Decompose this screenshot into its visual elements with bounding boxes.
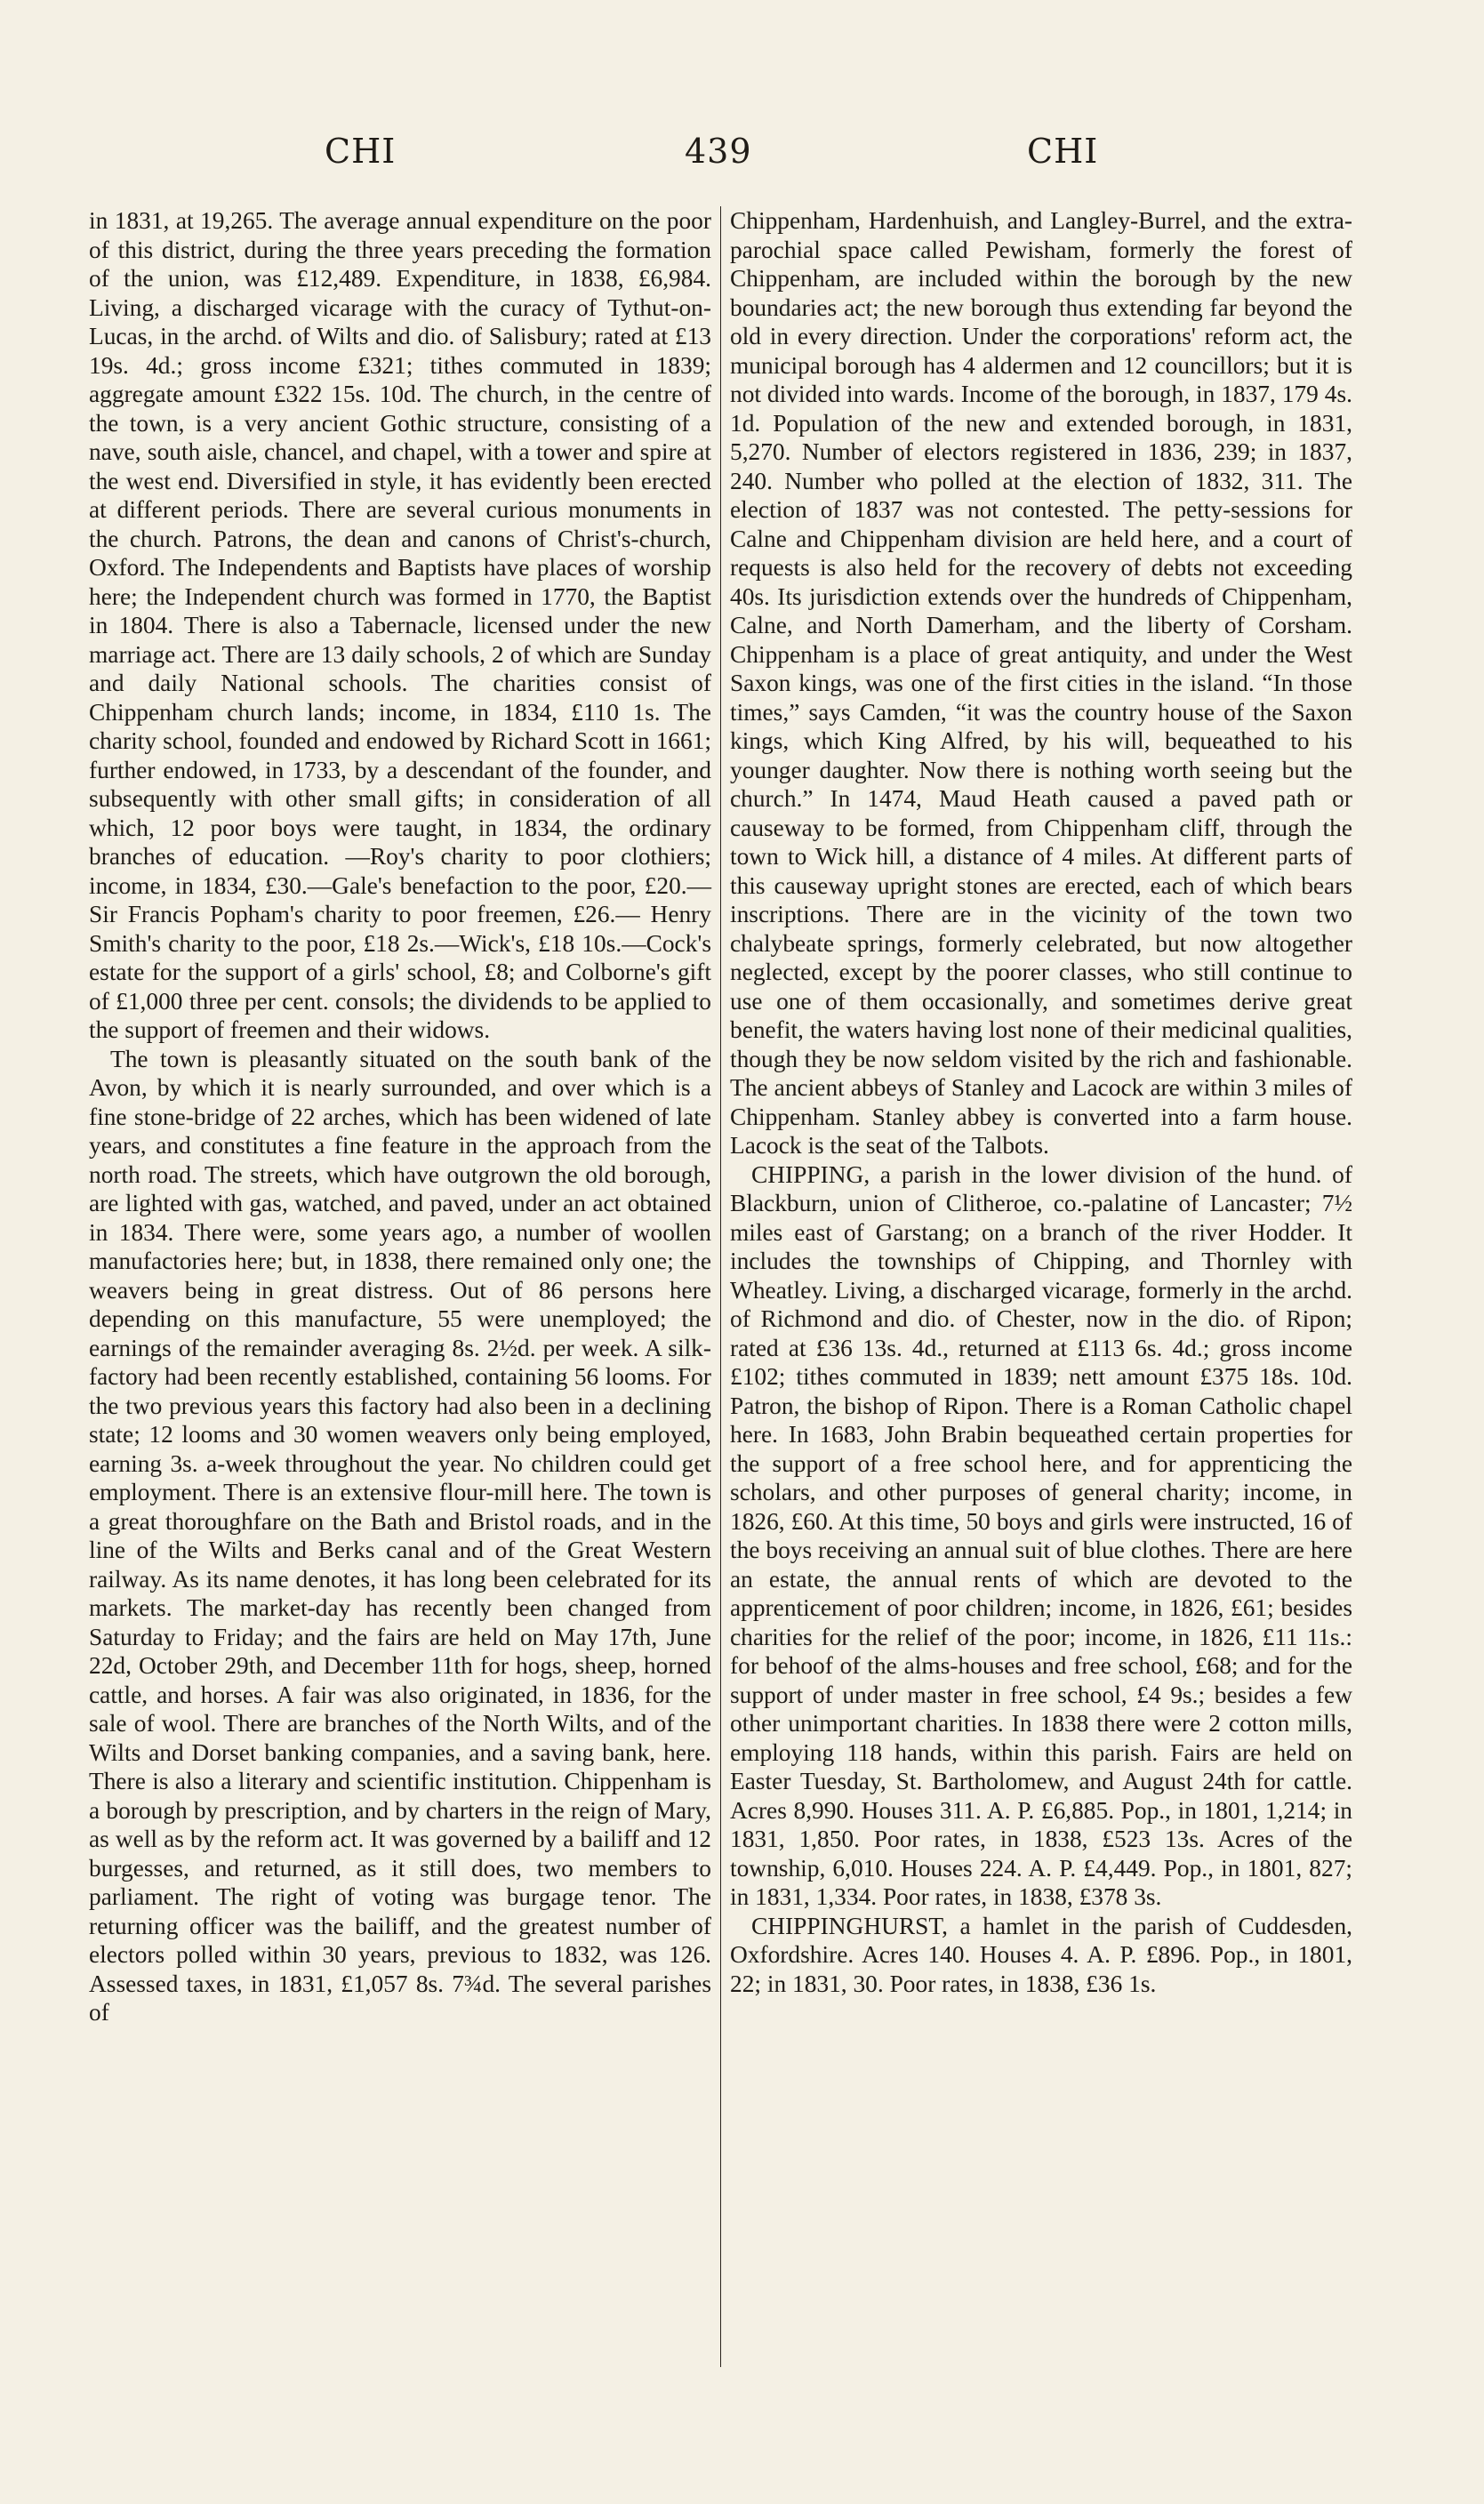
right-column: [730, 206, 1352, 1998]
paragraph-chippenham-town: The town is pleasantly situated on the south bank of the Avon, by which it is nearly surrounded, and over which is a fine stone-bridge of 22 arches, which has been widened of late years, and constitutes a fine feature in the approach from the north road. The streets, which have outgrown the old borough, are lighted with gas, watched, and paved, under an act obtained in 1834. There were, some years ago, a number of woollen manufactories here; but, in 1838, there remained only one; the weavers being in great distress. Out of 86 persons here depending on this manufacture, 55 were unemployed; the earnings of the remainder averaging 8s. 2½d. per week. A silk-factory had been recently established, containing 56 looms. For the two previous years this factory had also been in a declining state; 12 looms and 30 women weavers only being employed, earning 3s. a-week throughout the year. No children could get employment. There is an extensive flour-mill here. The town is a great thoroughfare on the Bath and Bristol roads, and in the line of the Wilts and Berks canal and of the Great Western railway. As its name denotes, it has long been celebrated for its markets. The market-day has recently been changed from Saturday to Friday; and the fairs are held on May 17th, June 22d, October 29th, and December 11th for hogs, sheep, horned cattle, and horses. A fair was also originated, in 1836, for the sale of wool. There are branches of the North Wilts, and of the Wilts and Dorset banking companies, and a saving bank, here. There is also a literary and scientific institution. Chippenham is a borough by prescription, and by charters in the reign of Mary, as well as by the reform act. It was governed by a bailiff and 12 burgesses, and returned, as it still does, two members to parliament. The right of voting was burgage tenor. The returning officer was the bailiff, and the greatest number of electors polled within 30 years, previous to 1832, was 126. Assessed taxes, in 1831, £1,057 8s. 7¾d. The several parishes of: [89, 1045, 711, 2026]
header-left-keyword: CHI: [325, 132, 397, 171]
header-right-keyword: CHI: [1027, 132, 1099, 171]
entry-chippinghurst: CHIPPINGHURST, a hamlet in the parish of Cuddesden, Oxfordshire. Acres 140. Houses 4. A. P. £896. Pop., in 1801, 22; in 1831, 30. Poor rates, in 1838, £36 1s.: [730, 1912, 1352, 1997]
paragraph-chippenham-continued: in 1831, at 19,265. The average annual expenditure on the poor of this district, during the three years preceding the formation of the union, was £12,489. Expenditure, in 1838, £6,984. Living, a discharged vicarage with the curacy of Tythut-on-Lucas, in the archd. of Wilts and dio. of Salisbury; rated at £13 19s. 4d.; gross income £321; tithes commuted in 1839; aggregate amount £322 15s. 10d. The church, in the centre of the town, is a very ancient Gothic structure, consisting of a nave, south aisle, chancel, and chapel, with a tower and spire at the west end. Diversified in style, it has evidently been erected at different periods. There are several curious monuments in the church. Patrons, the dean and canons of Christ's-church, Oxford. The Independents and Baptists have places of worship here; the Independent church was formed in 1770, the Baptist in 1804. There is also a Tabernacle, licensed under the new marriage act. There are 13 daily schools, 2 of which are Sunday and daily National schools. The charities consist of Chippenham church lands; income, in 1834, £110 1s. The charity school, founded and endowed by Richard Scott in 1661; further endowed, in 1733, by a descendant of the founder, and subsequently with other small gifts; in consideration of all which, 12 poor boys were taught, in 1834, the ordinary branches of education. —Roy's charity to poor clothiers; income, in 1834, £30.—Gale's benefaction to the poor, £20.—Sir Francis Popham's charity to poor freemen, £26.— Henry Smith's charity to the poor, £18 2s.—Wick's, £18 10s.—Cock's estate for the support of a girls' school, £8; and Colborne's gift of £1,000 three per cent. consols; the dividends to be applied to the support of freemen and their widows.: [89, 207, 711, 1043]
left-column: [89, 206, 711, 2027]
column-divider: [720, 206, 721, 2367]
entry-chipping: CHIPPING, a parish in the lower division of the hund. of Blackburn, union of Clitheroe, co.-palatine of Lancaster; 7½ miles east of Garstang; on a branch of the river Hodder. It includes the townships of Chipping, and Thornley with Wheatley. Living, a discharged vicarage, formerly in the archd. of Richmond and dio. of Chester, now in the dio. of Ripon; rated at £36 13s. 4d., returned at £113 6s. 4d.; gross income £102; tithes commuted in 1839; nett amount £375 18s. 10d. Patron, the bishop of Ripon. There is a Roman Catholic chapel here. In 1683, John Brabin bequeathed certain properties for the support of a free school here, and for apprenticing the scholars, and other purposes of general charity; income, in 1826, £60. At this time, 50 boys and girls were instructed, 16 of the boys receiving an annual suit of blue clothes. There are here an estate, the annual rents of which are devoted to the apprenticement of poor children; income, in 1826, £61; besides charities for the relief of the poor; income, in 1826, £11 11s.: for behoof of the alms-houses and free school, £68; and for the support of under master in free school, £4 9s.; besides a few other unimportant charities. In 1838 there were 2 cotton mills, employing 118 hands, within this parish. Fairs are held on Easter Tuesday, St. Bartholomew, and August 24th for cattle. Acres 8,990. Houses 311. A. P. £6,885. Pop., in 1801, 1,214; in 1831, 1,850. Poor rates, in 1838, £523 13s. Acres of the township, 6,010. Houses 224. A. P. £4,449. Pop., in 1801, 827; in 1831, 1,334. Poor rates, in 1838, £378 3s.: [730, 1160, 1352, 1910]
page-number: 439: [685, 132, 752, 171]
paragraph-chippenham-borough: Chippenham, Hardenhuish, and Langley-Burrel, and the extra-parochial space called Pewisham, formerly the forest of Chippenham, are included within the borough by the new boundaries act; the new borough thus extending far beyond the old in every direction. Under the corporations' reform act, the municipal borough has 4 aldermen and 12 councillors; but it is not divided into wards. Income of the borough, in 1837, 179 4s. 1d. Population of the new and extended borough, in 1831, 5,270. Number of electors registered in 1836, 239; in 1837, 240. Number who polled at the election of 1832, 311. The election of 1837 was not contested. The petty-sessions for Calne and Chippenham division are held here, and a court of requests is also held for the recovery of debts not exceeding 40s. Its jurisdiction extends over the hundreds of Chippenham, Calne, and North Damerham, and the liberty of Corsham. Chippenham is a place of great antiquity, and under the West Saxon kings, was one of the first cities in the island. “In those times,” says Camden, “it was the country house of the Saxon kings, which King Alfred, by his will, bequeathed to his younger daughter. Now there is nothing worth seeing but the church.” In 1474, Maud Heath caused a paved path or causeway to be formed, from Chippenham cliff, through the town to Wick hill, a distance of 4 miles. At different parts of this causeway upright stones are erected, each of which bears inscriptions. There are in the vicinity of the town two chalybeate springs, formerly celebrated, but now altogether neglected, except by the poorer classes, who still continue to use one of them occasionally, and sometimes derive great benefit, the waters having lost none of their medicinal qualities, though they be now seldom visited by the rich and fashionable. The ancient abbeys of Stanley and Lacock are within 3 miles of Chippenham. Stanley abbey is converted into a farm house. Lacock is the seat of the Talbots.: [730, 207, 1352, 1159]
running-header: [0, 132, 1484, 176]
